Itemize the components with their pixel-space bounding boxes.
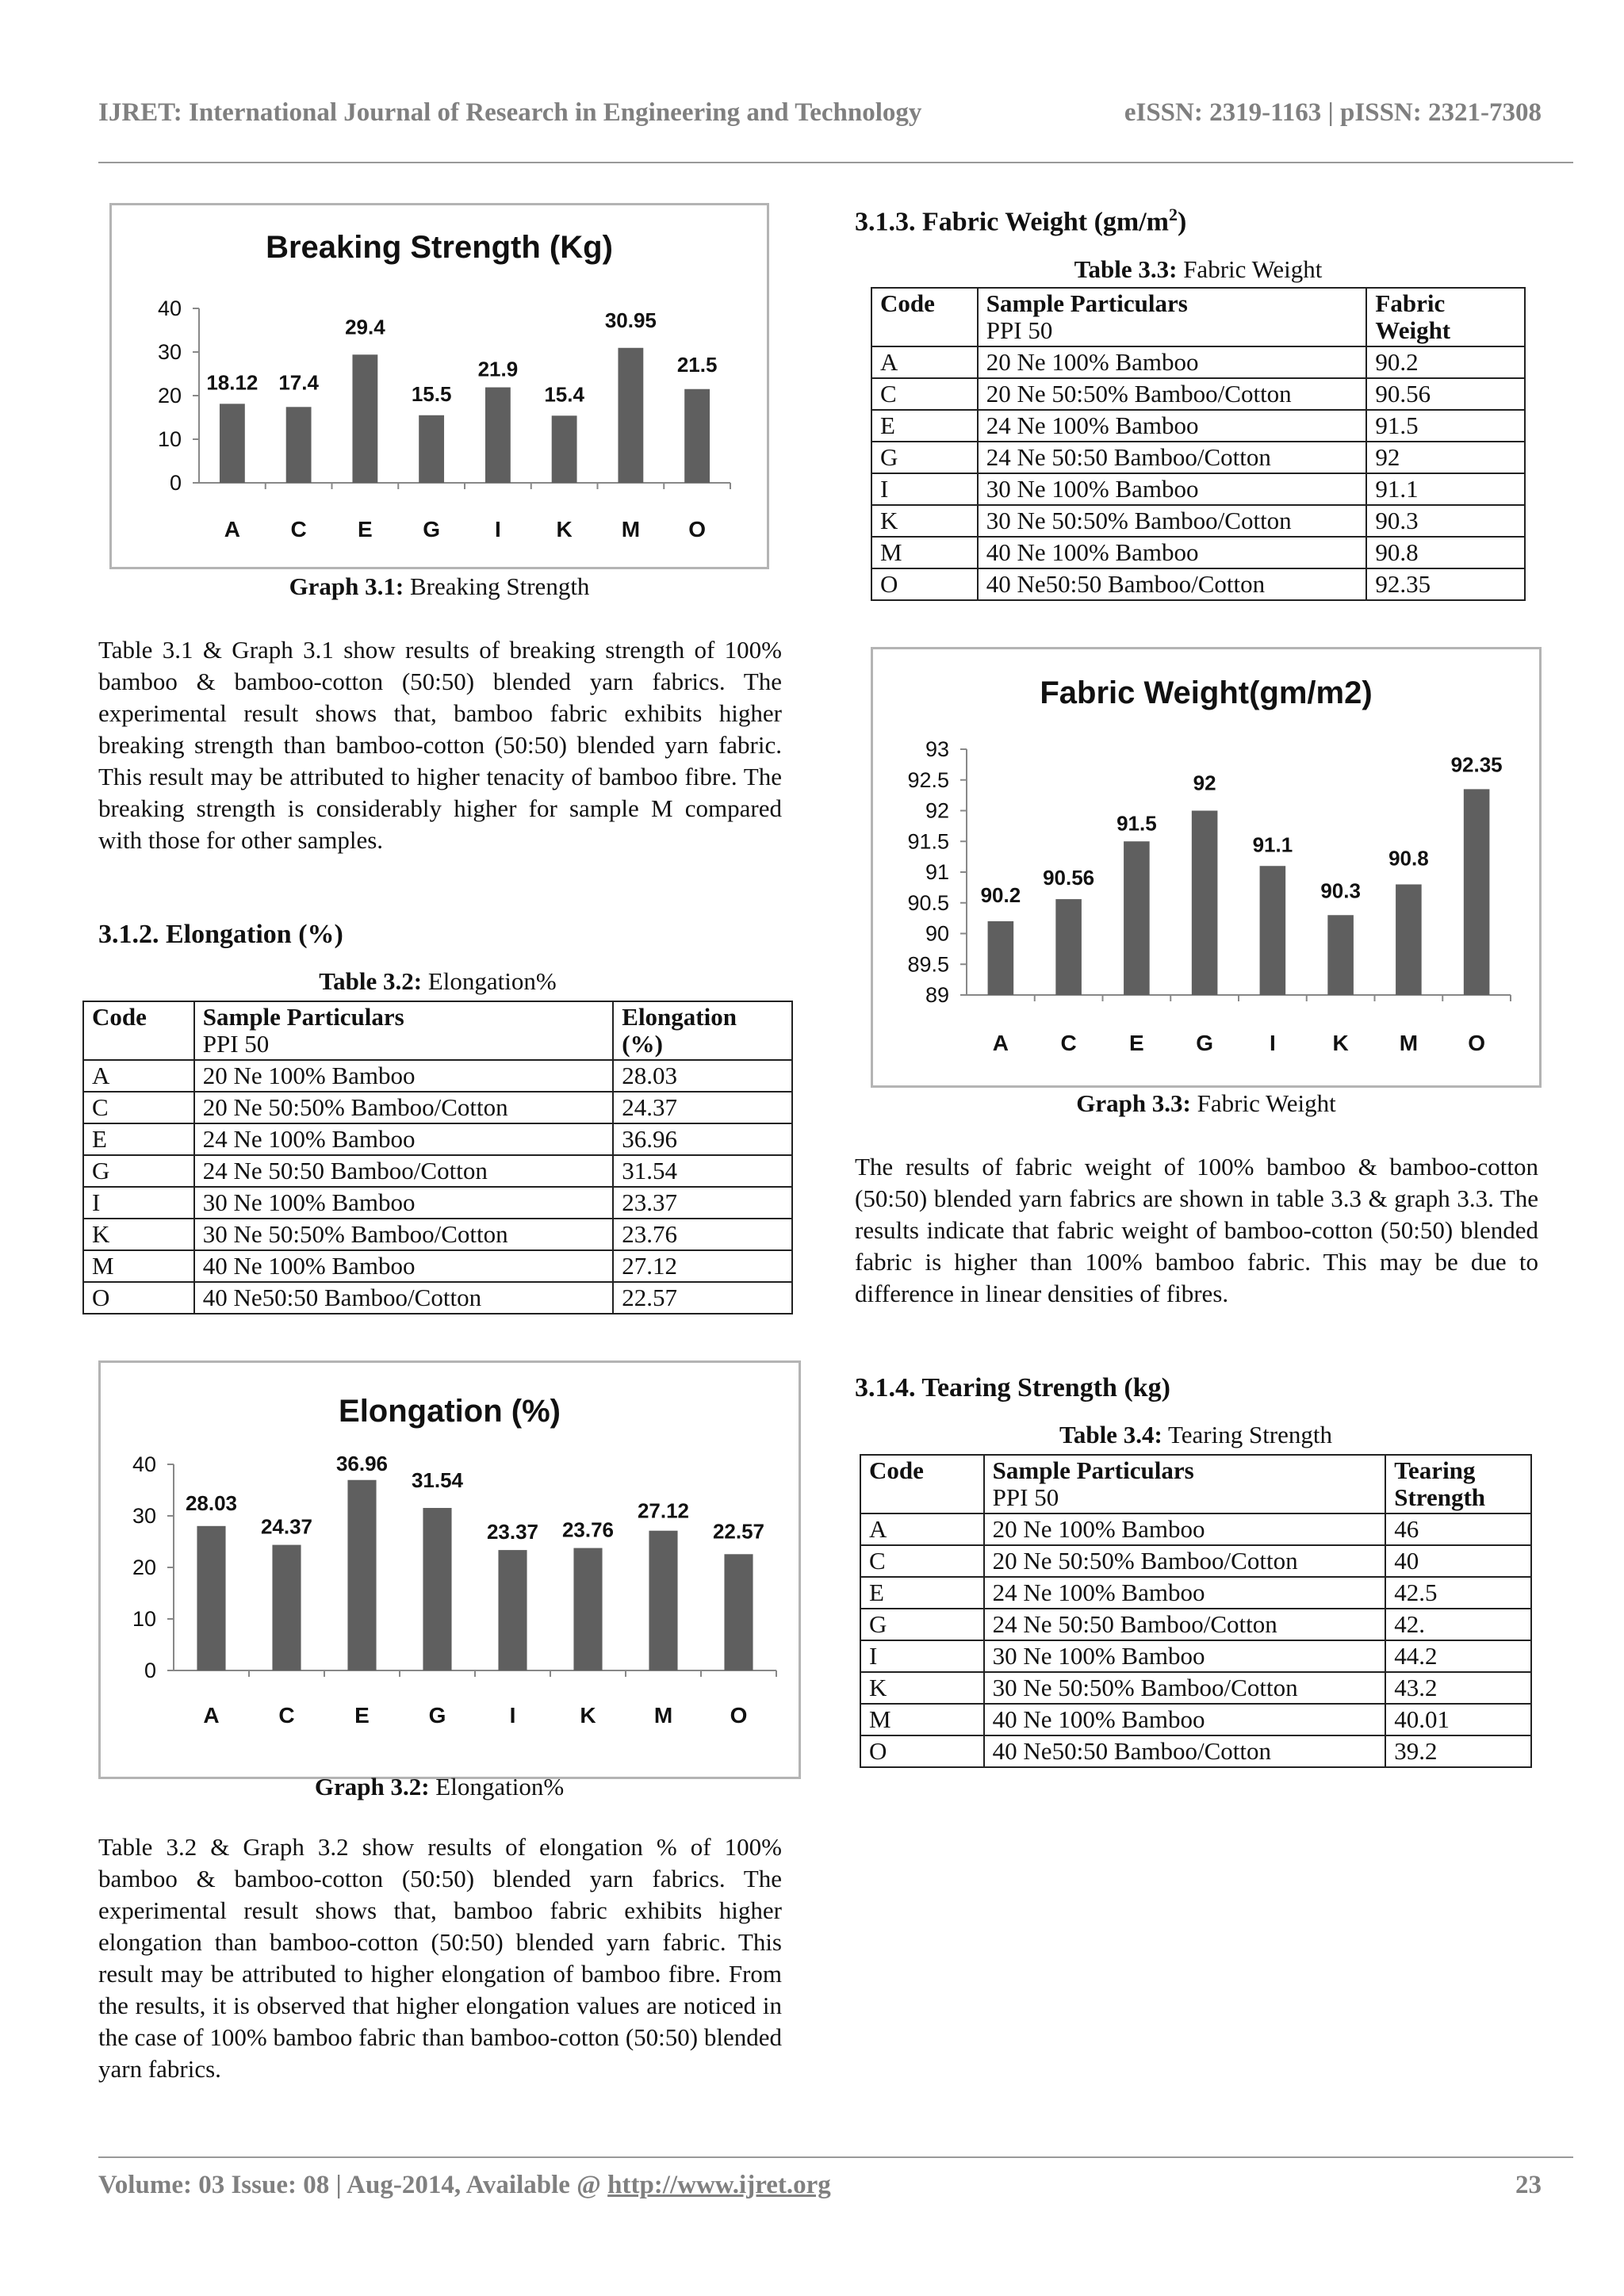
bar	[419, 415, 444, 483]
bar	[286, 407, 312, 483]
bar	[423, 1508, 451, 1670]
data-label: 21.5	[676, 352, 718, 377]
bar	[573, 1548, 602, 1670]
y-tick-label: 10	[157, 427, 182, 451]
category-label: C	[1060, 1031, 1077, 1055]
table-row	[83, 1282, 792, 1314]
y-tick-label: 93	[925, 737, 949, 761]
data-label: 92.35	[1450, 752, 1503, 777]
cell-sample: 40 Ne50:50 Bamboo/Cotton	[194, 1282, 614, 1314]
bar	[1055, 899, 1082, 995]
cell-sample: 40 Ne 100% Bamboo	[978, 537, 1367, 568]
cell-value: 36.96	[613, 1123, 792, 1155]
data-label: 22.57	[712, 1519, 765, 1544]
table-row	[871, 537, 1525, 568]
cell-code: C	[83, 1092, 194, 1123]
cell-value: 44.2	[1385, 1640, 1531, 1672]
category-label: K	[580, 1703, 596, 1728]
cell-value: 40	[1385, 1545, 1531, 1577]
bar	[272, 1545, 301, 1670]
data-label: 91.1	[1252, 832, 1293, 857]
y-tick-label: 92.5	[907, 767, 949, 792]
cell-value: 90.2	[1366, 346, 1525, 378]
elongation-svg	[101, 1363, 799, 1777]
category-label: M	[621, 517, 641, 541]
elongation-table	[82, 1001, 793, 1314]
cell-code: O	[871, 568, 978, 600]
table-row	[871, 568, 1525, 600]
bar	[220, 404, 245, 483]
bar	[1192, 811, 1218, 996]
cell-value: 39.2	[1385, 1735, 1531, 1767]
table-row	[871, 378, 1525, 410]
cell-value: 92	[1366, 442, 1525, 473]
data-label: 90.2	[980, 883, 1021, 907]
category-label: K	[1332, 1031, 1349, 1055]
table-row	[871, 442, 1525, 473]
paragraph-elongation: Table 3.2 & Graph 3.2 show results of elongation % of 100% bamboo & bamboo-cotton (50:50) blended yarn fabrics. The experimental result shows that, bamboo fabric exhibits higher elongation than bamboo-cotton (50:50) blended yarn fabric. This result may be attributed to higher elongation of bamboo fibre. From the results, it is observed that higher elongation values are noticed in the case of 100% bamboo fabric than bamboo-cotton (50:50) blended yarn fabrics.	[98, 1833, 782, 2083]
table-row	[83, 1250, 792, 1282]
data-label: 90.3	[1320, 878, 1361, 903]
cell-sample: 30 Ne 50:50% Bamboo/Cotton	[978, 505, 1367, 537]
category-label: E	[354, 1703, 370, 1728]
bar	[1396, 885, 1422, 996]
cell-code: I	[83, 1187, 194, 1219]
y-tick-label: 89.5	[907, 952, 949, 977]
data-label: 17.4	[278, 370, 319, 395]
category-label: C	[278, 1703, 295, 1728]
cell-value: 46	[1385, 1513, 1531, 1545]
chart-title: Elongation (%)	[339, 1394, 561, 1429]
bar	[988, 921, 1014, 995]
graph-3-3-caption	[871, 1089, 1542, 1118]
table-row	[871, 410, 1525, 442]
bar	[1327, 915, 1354, 995]
table-row	[860, 1735, 1531, 1767]
data-label: 29.4	[345, 315, 385, 339]
table-row	[83, 1060, 792, 1092]
cell-sample: 24 Ne 50:50 Bamboo/Cotton	[978, 442, 1367, 473]
category-label: O	[688, 517, 707, 541]
category-label: O	[730, 1703, 748, 1728]
cell-code: E	[871, 410, 978, 442]
y-tick-label: 89	[925, 983, 949, 1007]
table-row	[83, 1092, 792, 1123]
category-label: A	[224, 517, 240, 541]
y-tick-label: 0	[169, 471, 182, 495]
y-tick-label: 90.5	[907, 890, 949, 915]
bar	[352, 354, 377, 483]
caption-text: Elongation%	[422, 967, 557, 995]
fabric-weight-table	[871, 287, 1526, 601]
fabric-weight-svg	[873, 649, 1539, 1085]
cell-code: E	[83, 1123, 194, 1155]
category-label: G	[1196, 1031, 1214, 1055]
category-label: O	[1468, 1031, 1486, 1055]
cell-value: 43.2	[1385, 1672, 1531, 1704]
table-row	[83, 1155, 792, 1187]
data-label: 91.5	[1116, 811, 1157, 836]
table-row	[860, 1704, 1531, 1735]
bar	[552, 415, 577, 483]
page-number: 23	[1515, 2171, 1542, 2199]
header-code: Code	[871, 288, 978, 346]
fabric-weight-chart	[871, 647, 1542, 1088]
data-label: 15.5	[411, 381, 452, 406]
bar	[498, 1550, 527, 1670]
data-label: 90.56	[1043, 866, 1095, 890]
table-row	[871, 473, 1525, 505]
bar	[1260, 866, 1286, 995]
bar	[724, 1554, 753, 1670]
cell-code: I	[860, 1640, 984, 1672]
issn: eISSN: 2319-1163 | pISSN: 2321-7308	[1124, 98, 1542, 127]
cell-code: O	[83, 1282, 194, 1314]
category-label: C	[290, 517, 307, 541]
y-tick-label: 40	[157, 297, 182, 320]
category-label: E	[358, 517, 373, 541]
cell-value: 42.	[1385, 1609, 1531, 1640]
journal-link[interactable]: http://www.ijret.org	[607, 2171, 831, 2199]
cell-sample: 30 Ne 100% Bamboo	[984, 1640, 1386, 1672]
y-tick-label: 10	[132, 1607, 156, 1631]
caption-label: Table 3.3:	[1074, 255, 1178, 283]
cell-sample: 24 Ne 50:50 Bamboo/Cotton	[194, 1155, 614, 1187]
data-label: 24.37	[260, 1514, 313, 1539]
cell-code: O	[860, 1735, 984, 1767]
cell-value: 90.56	[1366, 378, 1525, 410]
y-tick-label: 40	[132, 1452, 156, 1476]
caption-label: Table 3.2:	[319, 967, 423, 995]
bar	[1124, 841, 1150, 995]
cell-value: 42.5	[1385, 1577, 1531, 1609]
y-tick-label: 0	[144, 1659, 156, 1682]
section-heading-elongation: 3.1.2. Elongation (%)	[98, 920, 343, 949]
cell-value: 40.01	[1385, 1704, 1531, 1735]
header-tearing-strength: Tearing Strength	[1385, 1455, 1531, 1513]
caption-text: Elongation%	[429, 1773, 565, 1800]
table-row	[83, 1187, 792, 1219]
cell-code: A	[860, 1513, 984, 1545]
cell-sample: 40 Ne50:50 Bamboo/Cotton	[984, 1735, 1386, 1767]
y-tick-label: 30	[157, 340, 182, 364]
section-heading-fabric-weight: 3.1.3. Fabric Weight $(gm/m^2)$	[855, 205, 1187, 237]
cell-code: G	[860, 1609, 984, 1640]
cell-value: 27.12	[613, 1250, 792, 1282]
category-label: I	[1269, 1031, 1276, 1055]
cell-value: 92.35	[1366, 568, 1525, 600]
header-code: Code	[83, 1001, 194, 1060]
category-label: A	[203, 1703, 220, 1728]
caption-label: Graph 3.2:	[314, 1773, 430, 1800]
cell-code: I	[871, 473, 978, 505]
footer-volume: Volume: 03 Issue: 08 | Aug-2014, Available @ http://www.ijret.org	[98, 2171, 831, 2199]
cell-sample: 20 Ne 100% Bamboo	[194, 1060, 614, 1092]
section-heading-tearing-strength: 3.1.4. Tearing Strength (kg)	[855, 1373, 1170, 1402]
table-row	[860, 1609, 1531, 1640]
table-row	[860, 1513, 1531, 1545]
cell-sample: 30 Ne 100% Bamboo	[978, 473, 1367, 505]
data-label: 15.4	[544, 382, 584, 407]
paragraph-breaking-strength: Table 3.1 & Graph 3.1 show results of breaking strength of 100% bamboo & bamboo-cotton (50:50) blended yarn fabrics. The experimental result shows that, bamboo fabric exhibits higher breaking strength than bamboo-cotton (50:50) blended yarn fabric. This result may be attributed to higher tenacity of bamboo fibre. The breaking strength is considerably higher for sample M compared with those for other samples.	[98, 636, 782, 854]
table-row	[871, 505, 1525, 537]
cell-code: G	[83, 1155, 194, 1187]
bar	[347, 1480, 376, 1670]
cell-sample: 24 Ne 100% Bamboo	[984, 1577, 1386, 1609]
cell-value: 91.5	[1366, 410, 1525, 442]
cell-code: A	[871, 346, 978, 378]
cell-sample: 20 Ne 100% Bamboo	[978, 346, 1367, 378]
cell-code: C	[860, 1545, 984, 1577]
category-label: M	[653, 1703, 673, 1728]
cell-sample: 24 Ne 100% Bamboo	[978, 410, 1367, 442]
category-label: I	[494, 517, 501, 541]
table-row	[860, 1640, 1531, 1672]
category-label: G	[428, 1703, 446, 1728]
cell-sample: 40 Ne 100% Bamboo	[194, 1250, 614, 1282]
header-elongation: Elongation (%)	[613, 1001, 792, 1060]
cell-sample: 40 Ne50:50 Bamboo/Cotton	[978, 568, 1367, 600]
category-label: M	[1399, 1031, 1419, 1055]
cell-code: M	[83, 1250, 194, 1282]
bar	[618, 348, 643, 483]
cell-code: K	[83, 1219, 194, 1250]
data-label: 21.9	[477, 357, 519, 381]
y-tick-label: 91.5	[907, 829, 949, 854]
cell-value: 23.76	[613, 1219, 792, 1250]
cell-sample: 20 Ne 100% Bamboo	[984, 1513, 1386, 1545]
cell-sample: 20 Ne 50:50% Bamboo/Cotton	[978, 378, 1367, 410]
y-tick-label: 20	[157, 384, 182, 408]
category-label: E	[1129, 1031, 1144, 1055]
caption-label: Table 3.4:	[1059, 1421, 1162, 1448]
cell-sample: 24 Ne 100% Bamboo	[194, 1123, 614, 1155]
footer-rule	[98, 2156, 1573, 2158]
category-label: A	[992, 1031, 1009, 1055]
graph-3-1-caption	[109, 572, 769, 601]
header-fabric-weight: Fabric Weight	[1366, 288, 1525, 346]
header-sample: Sample Particulars PPI 50	[978, 288, 1367, 346]
bar	[649, 1531, 677, 1670]
cell-code: G	[871, 442, 978, 473]
y-tick-label: 91	[925, 860, 949, 884]
chart-title: Breaking Strength (Kg)	[266, 230, 613, 265]
data-label: 23.37	[486, 1520, 539, 1544]
category-label: G	[423, 517, 441, 541]
cell-code: E	[860, 1577, 984, 1609]
cell-sample: 30 Ne 50:50% Bamboo/Cotton	[194, 1219, 614, 1250]
cell-code: M	[860, 1704, 984, 1735]
table-row	[860, 1672, 1531, 1704]
cell-code: K	[860, 1672, 984, 1704]
header-sample: Sample Particulars PPI 50	[194, 1001, 614, 1060]
caption-label: Graph 3.3:	[1076, 1089, 1191, 1117]
y-tick-label: 30	[132, 1504, 156, 1528]
table-row	[860, 1545, 1531, 1577]
cell-code: C	[871, 378, 978, 410]
cell-value: 31.54	[613, 1155, 792, 1187]
data-label: 18.12	[206, 370, 259, 395]
cell-code: K	[871, 505, 978, 537]
caption-text: Fabric Weight	[1190, 1089, 1336, 1117]
header-code: Code	[860, 1455, 984, 1513]
cell-sample: 24 Ne 50:50 Bamboo/Cotton	[984, 1609, 1386, 1640]
cell-code: M	[871, 537, 978, 568]
table-row	[83, 1219, 792, 1250]
category-label: I	[509, 1703, 516, 1728]
elongation-chart	[98, 1360, 801, 1779]
data-label: 92	[1193, 771, 1216, 795]
cell-value: 22.57	[613, 1282, 792, 1314]
table-3-2-caption	[82, 967, 793, 996]
cell-value: 91.1	[1366, 473, 1525, 505]
graph-3-2-caption	[98, 1773, 780, 1801]
cell-value: 90.3	[1366, 505, 1525, 537]
cell-value: 90.8	[1366, 537, 1525, 568]
bar	[197, 1526, 225, 1670]
cell-sample: 30 Ne 100% Bamboo	[194, 1187, 614, 1219]
bar	[1464, 789, 1490, 995]
y-tick-label: 20	[132, 1556, 156, 1579]
table-row	[83, 1123, 792, 1155]
bar	[485, 388, 511, 483]
cell-value: 28.03	[613, 1060, 792, 1092]
cell-value: 23.37	[613, 1187, 792, 1219]
tearing-strength-table	[860, 1454, 1532, 1768]
y-tick-label: 92	[925, 798, 949, 823]
data-label: 23.76	[561, 1517, 615, 1542]
cell-sample: 20 Ne 50:50% Bamboo/Cotton	[194, 1092, 614, 1123]
data-label: 36.96	[335, 1451, 389, 1475]
header-rule	[98, 162, 1573, 163]
chart-title: Fabric Weight(gm/m2)	[1040, 675, 1373, 710]
y-tick-label: 90	[925, 921, 949, 946]
table-3-4-caption	[860, 1421, 1532, 1449]
data-label: 90.8	[1388, 846, 1429, 871]
caption-text: Tearing Strength	[1162, 1421, 1332, 1448]
cell-sample: 40 Ne 100% Bamboo	[984, 1704, 1386, 1735]
caption-text: Breaking Strength	[404, 572, 590, 600]
caption-text: Fabric Weight	[1177, 255, 1323, 283]
data-label: 31.54	[411, 1468, 464, 1492]
bar	[684, 389, 710, 483]
journal-name: IJRET: International Journal of Research in Engineering and Technology	[98, 98, 922, 127]
data-label: 27.12	[637, 1498, 690, 1523]
header-sample: Sample Particulars PPI 50	[984, 1455, 1386, 1513]
breaking-strength-svg	[112, 205, 767, 567]
data-label: 30.95	[604, 308, 657, 332]
cell-value: 24.37	[613, 1092, 792, 1123]
cell-code: A	[83, 1060, 194, 1092]
cell-sample: 20 Ne 50:50% Bamboo/Cotton	[984, 1545, 1386, 1577]
table-3-3-caption	[871, 255, 1526, 284]
table-row	[860, 1577, 1531, 1609]
caption-label: Graph 3.1:	[289, 572, 404, 600]
cell-sample: 30 Ne 50:50% Bamboo/Cotton	[984, 1672, 1386, 1704]
breaking-strength-chart	[109, 203, 769, 569]
category-label: K	[556, 517, 573, 541]
table-row	[871, 346, 1525, 378]
data-label: 28.03	[185, 1490, 238, 1515]
paragraph-fabric-weight: The results of fabric weight of 100% bamboo & bamboo-cotton (50:50) blended yarn fabrics are shown in table 3.3 & graph 3.3. The results indicate that fabric weight of bamboo-cotton (50:50) blended fabric is higher than 100% bamboo fabric. This may be due to difference in linear densities of fibres.	[855, 1153, 1538, 1307]
